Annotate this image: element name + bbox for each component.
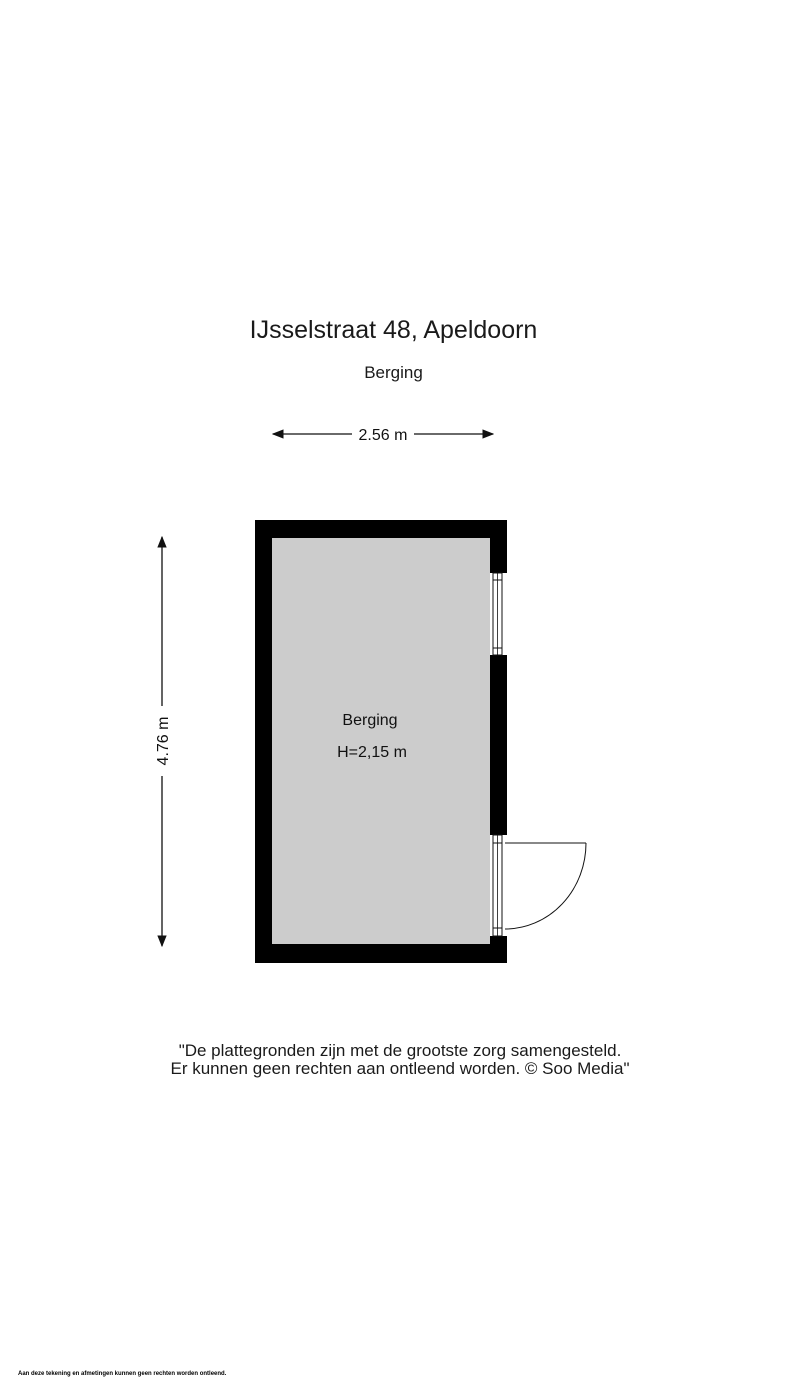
room-berging bbox=[255, 520, 507, 963]
window bbox=[493, 573, 502, 655]
floor-name: Berging bbox=[364, 363, 423, 382]
depth-dimension-label: 4.76 m bbox=[155, 716, 172, 766]
depth-dimension bbox=[155, 537, 172, 946]
plan-title: IJsselstraat 48, Apeldoorn bbox=[249, 316, 538, 344]
room-name-label: Berging bbox=[342, 712, 398, 729]
width-dimension bbox=[273, 427, 493, 444]
disclaimer-line-2: Er kunnen geen rechten aan ontleend worden. © Soo Media" bbox=[170, 1059, 630, 1078]
door-swing-arc bbox=[505, 843, 586, 929]
room-height-label: H=2,15 m bbox=[337, 744, 407, 761]
footer-note: Aan deze tekening en afmetingen kunnen geen rechten worden ontleend. bbox=[18, 1371, 227, 1377]
width-dimension-label: 2.56 m bbox=[358, 427, 408, 444]
disclaimer-line-1: "De plattegronden zijn met de grootste zorg samengesteld. bbox=[178, 1041, 622, 1060]
room-floor bbox=[272, 538, 490, 944]
